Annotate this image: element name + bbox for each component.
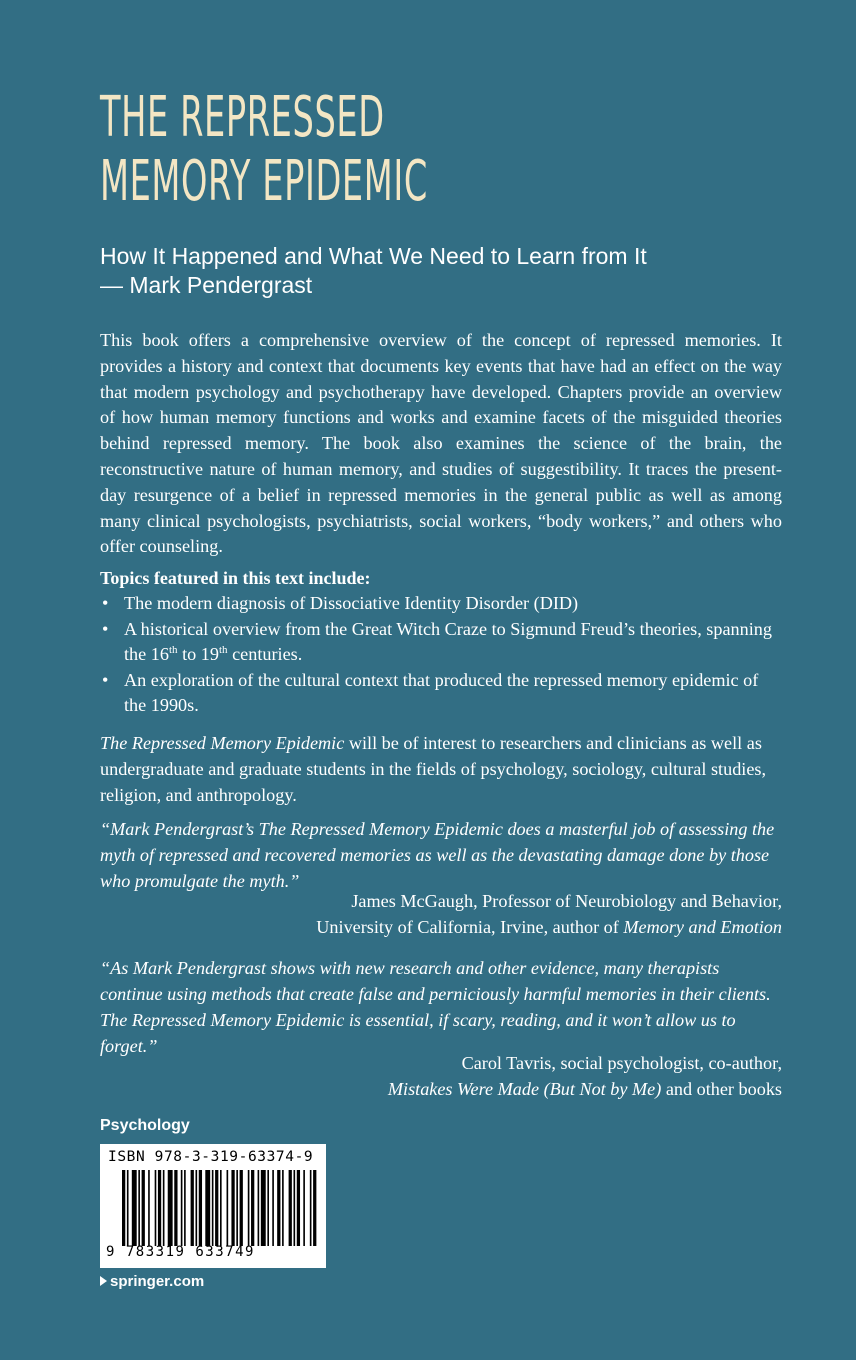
endorsement-attribution-2: [388, 1050, 782, 1102]
barcode-bar: [212, 1170, 214, 1246]
attribution-line: [388, 1076, 782, 1102]
barcode-bar: [297, 1170, 300, 1246]
barcode-bar: [132, 1170, 137, 1246]
topic-text: A historical overview from the Great Witch Craze to Sigmund Freud’s theories, spanning the 16: [124, 618, 772, 664]
topic-text: An exploration of the cultural context that produced the repressed memory epidemic of the 1990s.: [124, 669, 759, 715]
list-item: [100, 591, 782, 617]
attribution-text: and other books: [661, 1079, 782, 1099]
barcode-bar: [267, 1170, 269, 1246]
barcode-bar: [227, 1170, 229, 1246]
barcode-bar: [127, 1170, 129, 1246]
topic-text: to 19: [177, 644, 219, 664]
barcode-bar: [240, 1170, 243, 1246]
endorsement-quote-1: “Mark Pendergrast’s The Repressed Memory Epidemic does a masterful job of assessing the myth of repressed and recovered memories as well as the devastating damage done by those who promulgate the myth.”: [100, 819, 775, 891]
barcode-bar: [220, 1170, 222, 1246]
attribution-line: Carol Tavris, social psychologist, co-author,: [461, 1053, 782, 1073]
attribution-line: James McGaugh, Professor of Neurobiology and Behavior,: [351, 891, 782, 911]
bullet-icon: •: [102, 618, 109, 639]
ordinal-suffix: th: [218, 643, 228, 656]
book-description: This book offers a comprehensive overview of the concept of repressed memories. It provides a history and context that documents key events that have had an effect on the way that modern psychology and psychotherapy have developed. Chapters provide an overview of how human memory functions and works and examine facets of the misguided theories behind repressed memory. The book also examines the science of the brain, the reconstructive nature of human memory, and studies of suggestibility. It traces the present-day resurgence of a belief in repressed memories in the general public as well as among many clinical psychologists, psychiatrists, social workers, “body workers,” and others who offer counseling.: [100, 330, 782, 557]
subtitle: How It Happened and What We Need to Learn from It: [100, 243, 647, 269]
bullet-icon: •: [102, 593, 109, 613]
barcode-bar: [181, 1170, 183, 1246]
attribution-book: Mistakes Were Made (But Not by Me): [387, 1079, 662, 1099]
barcode-bar: [313, 1170, 316, 1246]
barcode-bar: [258, 1170, 260, 1246]
barcode-bar: [196, 1170, 198, 1246]
barcode-bar: [142, 1170, 145, 1246]
barcode-bar: [310, 1170, 312, 1246]
barcode-digits: 9 783319 633749: [106, 1244, 255, 1260]
topics-heading: Topics featured in this text include:: [100, 568, 371, 588]
barcode-bar: [282, 1170, 284, 1246]
barcode-bar: [163, 1170, 165, 1246]
book-title-italic: The Repressed Memory Epidemic: [100, 733, 345, 753]
barcode-bar: [155, 1170, 157, 1246]
title-line-2: MEMORY EPIDEMIC: [100, 149, 428, 214]
topic-text: centuries.: [227, 644, 303, 664]
publisher-link[interactable]: [100, 1273, 204, 1290]
attribution-line: [316, 914, 782, 940]
barcode-bar: [184, 1170, 186, 1246]
audience-paragraph: [100, 731, 782, 808]
barcode-bar: [148, 1170, 150, 1246]
barcode-bar: [168, 1170, 173, 1246]
book-title: [100, 86, 520, 214]
category-label: Psychology: [100, 1117, 190, 1134]
isbn-barcode: [100, 1144, 326, 1268]
list-item: [100, 617, 782, 668]
barcode-bar: [205, 1170, 210, 1246]
audience-text: will be of interest to researchers and clinicians as well as undergraduate and graduate students in the fields of psychology, sociology, cultural studies, religion, and anthropology.: [100, 733, 767, 805]
endorsement-quote-2: “As Mark Pendergrast shows with new research and other evidence, many therapists continue using methods that create false and perniciously harmful memories in their clients. The Repressed Memory Epidemic is essential, if scary, reading, and it won’t allow us to forget.”: [100, 958, 771, 1056]
barcode-bar: [303, 1170, 305, 1246]
topic-text: The modern diagnosis of Dissociative Identity Disorder (DID): [124, 593, 579, 613]
barcode-bar: [158, 1170, 161, 1246]
barcode-bar: [251, 1170, 254, 1246]
barcode-bar: [248, 1170, 250, 1246]
endorsement-attribution-1: [316, 888, 782, 940]
attribution-book: Memory and Emotion: [623, 917, 782, 937]
barcode-bar: [289, 1170, 292, 1246]
barcode-bar: [277, 1170, 280, 1246]
barcode-icon: [122, 1170, 318, 1246]
barcode-bar: [138, 1170, 140, 1246]
barcode-bar: [261, 1170, 266, 1246]
arrow-right-icon: [100, 1276, 107, 1286]
barcode-bar: [231, 1170, 234, 1246]
publisher-url: springer.com: [110, 1273, 205, 1290]
barcode-bar: [294, 1170, 296, 1246]
barcode-bar: [174, 1170, 177, 1246]
bullet-icon: •: [102, 669, 109, 690]
attribution-text: University of California, Irvine, author of: [316, 917, 624, 937]
barcode-bar: [199, 1170, 202, 1246]
author-name: — Mark Pendergrast: [100, 272, 313, 298]
barcode-bar: [236, 1170, 238, 1246]
topics-list: [100, 591, 782, 719]
ordinal-suffix: th: [168, 643, 178, 656]
isbn-text: ISBN 978-3-319-63374-9: [108, 1149, 314, 1165]
subtitle-block: [100, 242, 820, 300]
barcode-bar: [272, 1170, 274, 1246]
title-line-1: THE REPRESSED: [100, 85, 385, 150]
barcode-bar: [191, 1170, 194, 1246]
barcode-bar: [215, 1170, 218, 1246]
list-item: [100, 668, 782, 719]
barcode-bar: [122, 1170, 125, 1246]
